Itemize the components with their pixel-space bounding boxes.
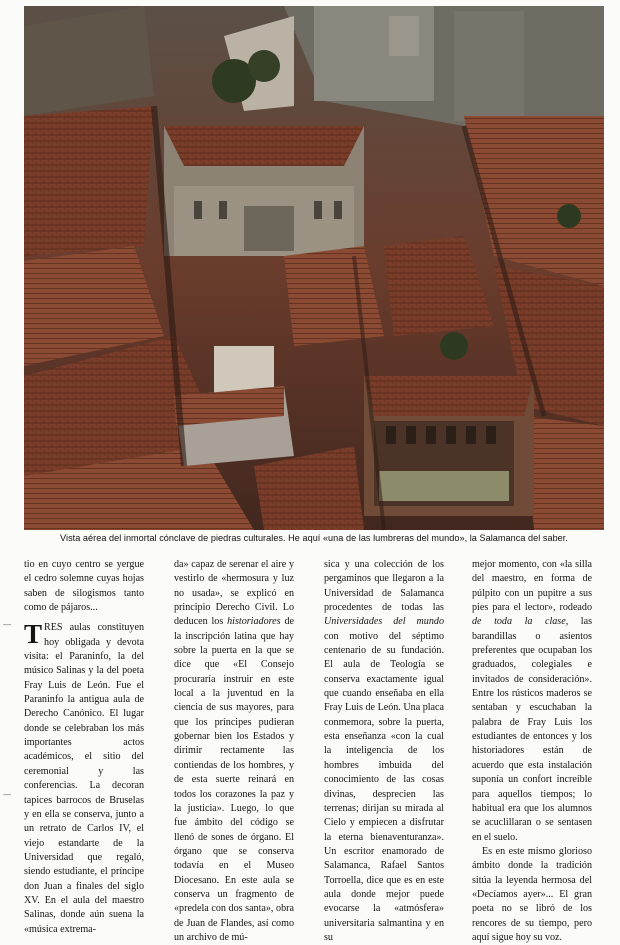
aerial-photo bbox=[24, 6, 604, 530]
text-run: da» capaz de serenar el aire y vestirlo de «hermosura y luz no usada», se explicó en principio Derecho Civil. Lo deducen los bbox=[174, 559, 294, 628]
paragraph bbox=[174, 558, 294, 945]
text-run: con motivo del séptimo centenario de su fundación. El aula de Teología se conserva exactamente igual que cuando enseñaba en ella Fray Luis de León. Una placa conmemora, sobre la puerta, esta enseñanza «con la cual la inteligencia de los hombres imbuida del conocimiento de las cosas divinas, desprecien las terrenas; dirijan su mirada al Cielo y empiecen a disfrutar la eterna bienaventuranza». Un escritor enamorado de Salamanca, Rafael Santos Torroella, dice que es en este aula donde mejor puede evocarse la «atmósfera» universitaria salmantina y en su bbox=[324, 630, 444, 943]
text-run: de la inscripción latina que hay sobre la puerta en la que se dice que «El Consejo procuraría instruir en este local a la juventud en la ciencia de sus mayores, para que los príncipes pudieran gobernar bien los Estados y dirimir rectamente las contiendas de los hombres, y de esta suerte reinará en todos los corazones la paz y la justicia». Luego, lo que fue ámbito del código se llenó de sones de órgano. El órgano que se conserva todavía en el Museo Diocesano. En este aula se conserva un fragmento de «predela con dos santa», obra de Juan de Flandes, así como un archivo de mú- bbox=[174, 616, 294, 943]
text-run: , las barandillas o asientos preferentes que ocupaban los graduados, colegiales e invitados de consideración». Entre los rústicos maderos se sentaban y escuchaban la palabra de Fray Luis los estudiantes de entonces y los historiadores están de acuerdo que esta instalación suponía un confort increíble para aquellos tiempos; lo habitual era que los alumnos se acuclillaran o se sentasen en el suelo. bbox=[472, 616, 593, 843]
text-run: Es en este mismo glorioso ámbito donde la tradición sitúa la leyenda hermosa del «Decíamos ayer»... El gran poeta no se libró de los rencores de su tiempo, pero aquí sigue hoy su voz. bbox=[472, 845, 592, 943]
paragraph bbox=[24, 621, 144, 937]
italic-text: de toda la clase bbox=[472, 616, 566, 628]
paragraph bbox=[472, 845, 592, 945]
paragraph bbox=[472, 558, 592, 845]
paragraph bbox=[24, 558, 144, 615]
italic-text: Universidades del mundo bbox=[324, 616, 444, 628]
text-run: sica y una colección de los pergaminos que llegaron a la Universidad de Salamanca procedentes de todas las bbox=[324, 559, 444, 614]
photo-caption: Vista aérea del inmortal cónclave de piedras culturales. He aquí «una de las lumbreras del mundo», la Salamanca del saber. bbox=[60, 533, 568, 543]
margin-mark: — bbox=[3, 790, 11, 799]
article-body bbox=[24, 558, 614, 943]
article-column-2 bbox=[174, 558, 294, 945]
paragraph bbox=[324, 558, 444, 945]
article-column-3 bbox=[324, 558, 444, 945]
text-run: tio en cuyo centro se yergue el cedro solemne cuyas hojas saben de silogismos tanto como de pájaros... bbox=[24, 559, 144, 614]
drop-cap: T bbox=[24, 619, 43, 650]
aerial-photo-illustration bbox=[24, 6, 604, 530]
article-column-1 bbox=[24, 558, 144, 937]
margin-mark: — bbox=[3, 620, 11, 629]
italic-text: historiadores bbox=[227, 616, 281, 628]
text-run: RES aulas constituyen hoy obligada y devota visita: el Paraninfo, la del músico Salinas y la del poeta Fray Luis de León. Fue el Paraninfo la antigua aula de Derecho Canónico. El lugar donde se celebraban los más importantes actos académicos, el sitio del ceremonial y las conferencias. La decoran tapices barrocos de Bruselas y en ella se conserva, junto a un retrato de Carlos IV, el viejo estandarte de la Universidad que regaló, siendo estudiante, el príncipe don Juan a finales del siglo XV. En el aula del maestro Salinas, donde aún suena la «música extrema- bbox=[24, 622, 144, 935]
text-run: mejor momento, con «la silla del maestro, en forma de púlpito con un pupitre a sus pies para el lector», rodeado bbox=[472, 559, 592, 614]
article-column-4 bbox=[472, 558, 592, 945]
